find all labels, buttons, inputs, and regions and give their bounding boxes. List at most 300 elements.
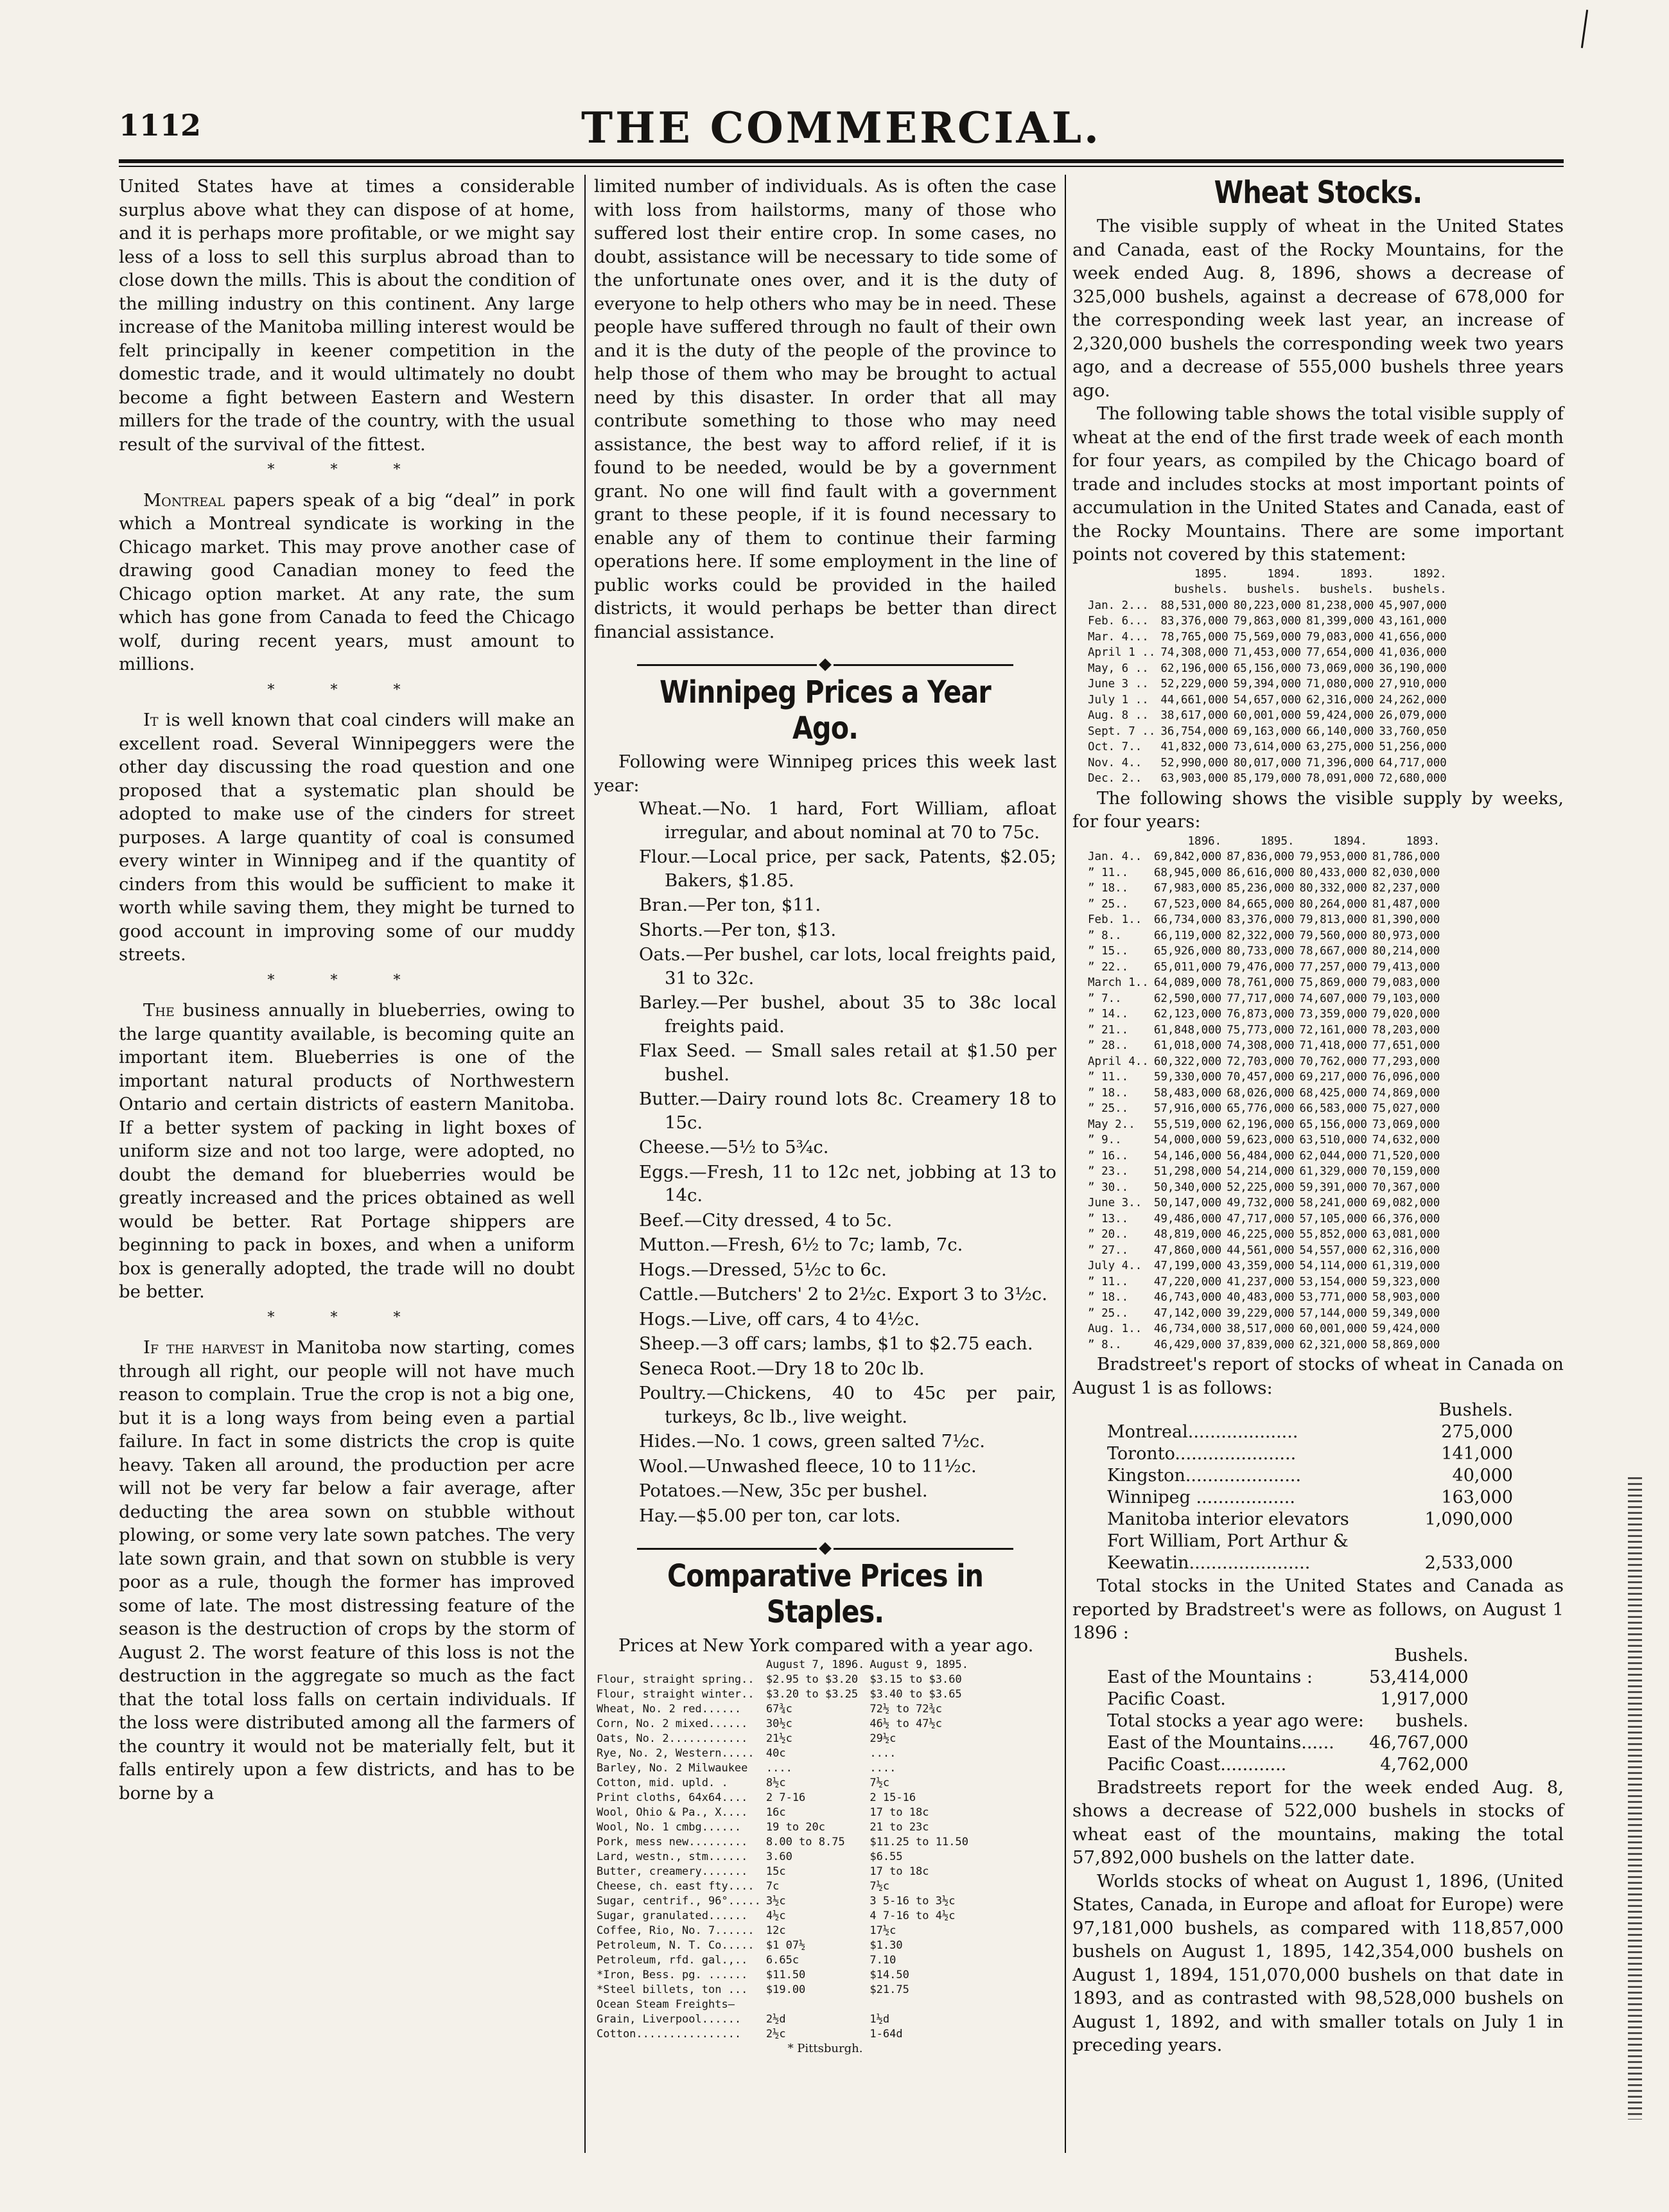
table-cell: Sugar, centrif., 96°.....: [597, 1894, 761, 1908]
paragraph: The following shows the visible supply by weeks, for four years:: [1072, 787, 1564, 832]
price-item: Eggs.—Fresh, 11 to 12c net, jobbing at 13 to 14c.: [639, 1161, 1056, 1206]
price-item: Seneca Root.—Dry 18 to 20c lb.: [639, 1358, 925, 1379]
table-cell-date: July 1 ..: [1088, 693, 1149, 707]
table-cell-value: 72,703,000: [1227, 1055, 1295, 1068]
footnote: * Pittsburgh.: [787, 2041, 863, 2055]
table-cell: 19 to 20c: [765, 1820, 825, 1834]
table-row: [1085, 598, 1449, 614]
table-cell: ....: [869, 1746, 896, 1760]
table-cell-value: 71,080,000: [1306, 678, 1374, 690]
table-cell-label: Fort William, Port Arthur &: [1107, 1531, 1349, 1551]
table-cell: Coffee, Rio, No. 7......: [597, 1924, 755, 1937]
table-cell-value: 57,144,000: [1299, 1306, 1367, 1320]
price-item: Butter.—Dairy round lots 8c. Creamery 18 to 15c.: [639, 1089, 1056, 1133]
table-cell: 21 to 23c: [869, 1820, 929, 1834]
table-cell: $3.40 to $3.65: [869, 1687, 962, 1701]
table-cell-date: ” 22..: [1088, 960, 1129, 974]
table-cell-value: 80,264,000: [1299, 897, 1367, 911]
table-cell-label: Pacific Coast.: [1107, 1689, 1226, 1709]
table-cell-value: 80,017,000: [1233, 756, 1302, 769]
table-cell-label: Pacific Coast............: [1107, 1754, 1287, 1775]
table-cell: 3½c: [765, 1894, 786, 1908]
table-cell: $1 07½: [765, 1938, 806, 1952]
table-cell-value: 41,656,000: [1379, 630, 1447, 644]
margin-mark: [1581, 10, 1588, 48]
table-row: [594, 1997, 971, 2012]
table-cell-date: ” 20..: [1088, 1228, 1129, 1241]
column-header: Bushels.: [1394, 1645, 1469, 1665]
table-cell-value: 79,020,000: [1372, 1008, 1440, 1021]
paragraph-text: papers speak of a big “deal” in pork which a Montreal syndicate is working in the Chicago market. This may prove another case of drawing good Canadian money to feed the Chicago option market. At any rate, the sum which has gone from Canada to feed the Chicago wolf, during recent years, must amount to millions.: [119, 489, 575, 674]
table-cell: 16c: [765, 1805, 786, 1819]
table-row: [1085, 1274, 1442, 1290]
table-row: [594, 1761, 971, 1776]
table-cell: Cotton, mid. upld. .: [597, 1776, 728, 1789]
table-cell-value: 47,860,000: [1153, 1243, 1222, 1257]
table-header-row: [1105, 1400, 1516, 1421]
table-cell-value: 68,425,000: [1299, 1086, 1367, 1100]
table-cell-value: 65,011,000: [1153, 960, 1222, 974]
page-number: 1112: [119, 108, 202, 143]
paragraph: [119, 708, 575, 967]
table-cell: 17 to 18c: [869, 1865, 929, 1878]
table-cell: Flour, straight winter..: [597, 1687, 755, 1701]
table-cell: Wool, No. 1 cmbg......: [597, 1820, 742, 1834]
price-item: Wool.—Unwashed fleece, 10 to 11½c.: [639, 1455, 977, 1477]
table-row: [1085, 1069, 1442, 1085]
table-cell-value: 80,332,000: [1299, 882, 1367, 895]
column-unit: bushels.: [1174, 583, 1228, 596]
table-cell-date: Feb. 1..: [1088, 913, 1142, 926]
scan-edge: [1628, 1477, 1642, 2120]
table-row: [594, 1924, 971, 1938]
table-cell-date: April 1 ..: [1088, 646, 1156, 659]
column-unit: bushels.: [1392, 583, 1447, 596]
table-cell-value: 58,869,000: [1372, 1338, 1440, 1351]
table-cell: $3.15 to $3.60: [869, 1672, 962, 1686]
table-cell-value: 78,761,000: [1227, 976, 1295, 989]
table-row: [1085, 645, 1449, 661]
price-item: Hay.—$5.00 per ton, car lots.: [639, 1505, 901, 1526]
table-cell-value: 69,163,000: [1233, 724, 1302, 738]
table-cell: Wheat, No. 2 red......: [597, 1702, 742, 1716]
table-cell-value: 74,308,000: [1227, 1039, 1295, 1052]
table-cell-value: 63,081,000: [1372, 1228, 1440, 1241]
table-cell: Pork, mess new.........: [597, 1835, 748, 1848]
table-cell-value: 58,241,000: [1299, 1197, 1367, 1209]
column-2: [594, 175, 1056, 2056]
table-cell-value: 62,316,000: [1372, 1243, 1440, 1257]
table-cell-value: 76,096,000: [1372, 1071, 1440, 1084]
table-cell-value: 62,316,000: [1306, 693, 1374, 707]
table-cell-value: 47,717,000: [1227, 1212, 1295, 1225]
table-cell-value: 26,079,000: [1379, 709, 1447, 722]
table-row: [1105, 1531, 1516, 1552]
table-cell-value: 33,760,050: [1379, 724, 1447, 738]
table-cell-value: 49,732,000: [1227, 1197, 1295, 1209]
us-canada-totals-table: [1105, 1645, 1471, 1776]
table-row: [1085, 771, 1449, 787]
column-unit: bushels.: [1246, 583, 1302, 596]
paragraph: [119, 999, 575, 1304]
table-cell-value: 67,523,000: [1153, 897, 1222, 911]
table-cell-value: 62,321,000: [1299, 1338, 1367, 1351]
separator-stars: * * *: [267, 1309, 426, 1326]
table-cell-value: 65,156,000: [1299, 1118, 1367, 1131]
table-cell-date: ” 11..: [1088, 1275, 1129, 1288]
table-row: [1085, 676, 1449, 692]
canada-stocks-table: [1105, 1400, 1516, 1574]
lead-word: Montreal: [143, 489, 225, 511]
paragraph: Total stocks in the United States and Canada as reported by Bradstreet's were as follows, on August 1 1896 :: [1072, 1576, 1564, 1643]
table-cell-value: 73,614,000: [1233, 741, 1302, 753]
table-cell-date: ” 25..: [1088, 897, 1129, 911]
table-row: [1105, 1509, 1516, 1531]
table-row: [1085, 1023, 1442, 1039]
table-header-row: [1105, 1645, 1471, 1667]
column-unit: bushels.: [1320, 583, 1374, 596]
price-list: [594, 797, 1056, 1527]
price-item: Hogs.—Dressed, 5½c to 6c.: [639, 1259, 887, 1280]
table-cell-value: 47,142,000: [1153, 1306, 1222, 1320]
table-cell-value: 80,973,000: [1372, 929, 1440, 942]
price-item: Cattle.—Butchers' 2 to 2½c. Export 3 to 3½c.: [639, 1284, 1047, 1304]
table-cell-date: June 3..: [1088, 1197, 1142, 1209]
table-cell-value: bushels.: [1395, 1710, 1469, 1731]
column-header: [1105, 1645, 1367, 1667]
table-cell-value: 50,340,000: [1153, 1181, 1222, 1194]
table-cell: 6.65c: [765, 1953, 800, 1967]
table-cell-value: 74,607,000: [1299, 992, 1367, 1005]
table-unit-row: [1085, 582, 1449, 598]
table-row: [594, 1732, 971, 1746]
table-cell-value: 61,848,000: [1153, 1023, 1222, 1037]
table-cell-value: 46,734,000: [1153, 1322, 1222, 1335]
header-rule: [119, 159, 1564, 163]
paragraph-text: is well known that coal cinders will make an excellent road. Several Winnipeggers were the other day discussing the road question and one proposed that a systematic plan should be adopted to make use of the cinders for street purposes. A large quantity of coal is consumed every winter in Winnipeg and if the quantity of cinders from this would be sufficient to make it worth while saving them, they might be turned to good account in improving some of our muddy streets.: [119, 710, 575, 965]
table-row: [1085, 1195, 1442, 1211]
table-cell-date: ” 18..: [1088, 1291, 1129, 1304]
table-cell-value: 81,390,000: [1372, 913, 1440, 926]
table-row: [1085, 1006, 1442, 1023]
price-item: Bran.—Per ton, $11.: [639, 895, 821, 915]
table-row: [1085, 708, 1449, 724]
table-row: [1085, 739, 1449, 755]
table-cell: 4½c: [765, 1909, 786, 1922]
table-row: [1085, 1164, 1442, 1180]
table-cell-date: ” 30..: [1088, 1181, 1129, 1194]
table-row: [594, 1850, 971, 1865]
price-item: Shorts.—Per ton, $13.: [639, 919, 837, 940]
table-row: [1085, 849, 1442, 865]
table-cell-value: 63,275,000: [1306, 741, 1374, 753]
table-cell: 4 7-16 to 4½c: [869, 1909, 956, 1922]
table-row: [594, 1702, 971, 1717]
column-header: 1895.: [1260, 834, 1295, 848]
table-cell-value: 65,926,000: [1153, 945, 1222, 958]
paragraph: Worlds stocks of wheat on August 1, 1896, (United States, Canada, in Europe and afloat for Europe) were 97,181,000 bushels, as compared with 118,857,000 bushels on August 1, 1895, 142,354,000 bushels on August 1, 1894, 151,070,000 bushels on that date in 1893, and as contrasted with 98,528,000 bushels on August 1, 1892, and with smaller totals on July 1 in preceding years.: [1072, 1870, 1564, 2055]
table-cell: 30½c: [765, 1717, 792, 1730]
table-cell: $2.95 to $3.20: [765, 1672, 859, 1686]
column-header: 1896.: [1187, 834, 1222, 848]
table-row: [1085, 881, 1442, 897]
table-row: [1085, 1258, 1442, 1274]
table-cell-value: 63,510,000: [1299, 1134, 1367, 1146]
table-cell-date: April 4..: [1088, 1055, 1149, 1068]
table-cell-date: ” 11..: [1088, 866, 1129, 879]
table-row: [1085, 1306, 1442, 1322]
weekly-stocks-table: [1085, 834, 1442, 1353]
column-header: 1893.: [1406, 834, 1440, 848]
table-cell-value: 48,819,000: [1153, 1228, 1222, 1241]
table-cell-value: 70,367,000: [1372, 1181, 1440, 1194]
table-cell: 2½d: [765, 2012, 786, 2026]
table-row: [1105, 1689, 1471, 1710]
table-cell-value: 44,661,000: [1160, 693, 1228, 707]
table-cell-value: 1,917,000: [1380, 1689, 1469, 1709]
table-cell-value: 75,773,000: [1227, 1023, 1295, 1037]
table-cell-value: 59,323,000: [1372, 1275, 1440, 1288]
table-cell: 7½c: [869, 1776, 890, 1789]
table-cell-value: 62,196,000: [1160, 662, 1228, 675]
paragraph-text: in Manitoba now starting, comes through all right, our people will not have much reason to complain. True the crop is not a big one, but it is a long ways from being even a partial failure. In fact in some districts the crop is quite heavy. Taken all around, the production per acre will not be very far below a fair average, after deducting the area sown on stubble without plowing, or some very late sown patches. The very late sown grain, and that sown on stubble is very poor as a rule, though the former has improved some of late. The most distressing feature of the season is the destruction of crops by the storm of August 2. The worst feature of this loss is not the destruction in the aggregate so much as the fact that the total loss falls on certain individuals. If the loss were distributed among all the farmers of the country it would not be materially felt, but it falls entirely upon a few districts, and has to be borne by a: [119, 1337, 575, 1804]
table-row: [1085, 865, 1442, 881]
table-cell: $11.50: [765, 1968, 806, 1981]
table-cell-value: 81,238,000: [1306, 599, 1374, 612]
table-cell: Wool, Ohio & Pa., X....: [597, 1805, 748, 1819]
table-cell-date: ” 7..: [1088, 992, 1122, 1005]
price-item: Poultry.—Chickens, 40 to 45c per pair, turkeys, 8c lb., live weight.: [639, 1383, 1056, 1427]
table-cell-date: ” 18..: [1088, 1086, 1129, 1100]
table-cell: 12c: [765, 1924, 786, 1937]
table-cell-value: 2,533,000: [1424, 1553, 1513, 1573]
paragraph: limited number of individuals. As is often the case with loss from hailstorms, many of those who suffered lost their entire crop. In some cases, no doubt, assistance will be necessary to tide some of the unfortunate ones over, and it is the duty of everyone to help others who may be in need. These people have suffered through no fault of their own and it is the duty of the people of the province to help those of them who may be brought to actual need by this disaster. In order that all may contribute something to those who may need assistance, the best way to afford relief, if it is found to be needed, would be by a government grant. No one will find fault with a government grant to these people, if it is found necessary to enable any of them to continue their farming operations here. If some employment in the line of public works could be provided in the hailed districts, it would perhaps be better than direct financial assistance.: [594, 176, 1056, 642]
table-row: [1105, 1487, 1516, 1509]
table-cell: 2 15-16: [869, 1791, 916, 1804]
table-cell-value: 36,754,000: [1160, 724, 1228, 738]
table-row: [1085, 1290, 1442, 1306]
table-cell-value: 47,220,000: [1153, 1275, 1222, 1288]
table-row: [1085, 1227, 1442, 1243]
table-row: [1085, 944, 1442, 960]
table-cell-value: 79,863,000: [1233, 615, 1302, 628]
table-cell-date: ” 14..: [1088, 1008, 1129, 1021]
table-cell: Rye, No. 2, Western.....: [597, 1746, 755, 1760]
table-cell: 21½c: [765, 1732, 792, 1745]
table-cell-value: 78,091,000: [1306, 772, 1374, 785]
table-cell-value: 79,083,000: [1306, 630, 1374, 644]
table-cell: $3.20 to $3.25: [765, 1687, 859, 1701]
table-cell: Cotton................: [597, 2027, 742, 2041]
table-cell-value: 61,319,000: [1372, 1260, 1440, 1272]
table-cell: 1-64d: [869, 2027, 903, 2041]
table-cell-value: 61,018,000: [1153, 1039, 1222, 1052]
table-row: [1085, 991, 1442, 1007]
table-cell-value: 81,399,000: [1306, 615, 1374, 628]
table-cell: $21.75: [869, 1983, 909, 1996]
table-cell-value: 43,359,000: [1227, 1260, 1295, 1272]
separator-stars: * * *: [267, 972, 426, 988]
table-row: [1085, 975, 1442, 991]
table-cell-value: 60,001,000: [1233, 709, 1302, 722]
table-cell-value: 53,771,000: [1299, 1291, 1367, 1304]
column-header: 1892.: [1413, 567, 1447, 581]
price-item: Sheep.—3 off cars; lambs, $1 to $2.75 each.: [639, 1333, 1033, 1354]
table-row: [1085, 897, 1442, 913]
comparative-prices-table: [594, 1658, 971, 2042]
table-cell-value: 54,114,000: [1299, 1260, 1367, 1272]
table-cell-value: 66,119,000: [1153, 929, 1222, 942]
table-cell-value: 84,665,000: [1227, 897, 1295, 911]
table-cell: Ocean Steam Freights—: [597, 1997, 735, 2011]
price-item: Cheese.—5½ to 5¾c.: [639, 1137, 829, 1157]
table-cell-value: 49,486,000: [1153, 1212, 1222, 1225]
table-cell-value: 62,123,000: [1153, 1008, 1222, 1021]
table-cell: Barley, No. 2 Milwaukee: [597, 1761, 748, 1775]
table-row: [1085, 1085, 1442, 1102]
table-row: [1085, 1101, 1442, 1117]
section-ornament: [594, 1544, 1056, 1553]
table-row: [594, 1865, 971, 1879]
table-cell-date: ” 8..: [1088, 1338, 1122, 1351]
table-cell: 8.00 to 8.75: [765, 1835, 845, 1848]
table-cell-value: 45,907,000: [1379, 599, 1447, 612]
price-item: Barley.—Per bushel, about 35 to 38c local freights paid.: [639, 992, 1056, 1037]
table-cell-value: 79,953,000: [1299, 850, 1367, 863]
table-row: [1085, 1243, 1442, 1259]
masthead: THE COMMERCIAL.: [581, 103, 1102, 153]
table-cell-value: 38,617,000: [1160, 709, 1228, 722]
table-cell-value: 56,484,000: [1227, 1149, 1295, 1163]
table-cell: $14.50: [869, 1968, 909, 1981]
table-header-row: [594, 1658, 971, 1672]
table-cell: 15c: [765, 1865, 786, 1878]
table-cell-value: 68,026,000: [1227, 1086, 1295, 1100]
table-cell-date: Oct. 7..: [1088, 741, 1142, 753]
table-cell-value: 51,298,000: [1153, 1165, 1222, 1178]
table-row: [594, 1672, 971, 1687]
table-cell-value: 80,433,000: [1299, 866, 1367, 879]
table-cell-value: 76,873,000: [1227, 1008, 1295, 1021]
table-cell: $19.00: [765, 1983, 806, 1996]
table-cell-value: 163,000: [1441, 1488, 1513, 1507]
table-cell-value: 81,786,000: [1372, 850, 1440, 863]
column-3: [1072, 175, 1564, 2057]
table-cell-value: 75,027,000: [1372, 1102, 1440, 1115]
table-cell-value: 79,560,000: [1299, 929, 1367, 942]
table-cell-value: 75,869,000: [1299, 976, 1367, 989]
table-cell-value: 66,376,000: [1372, 1212, 1440, 1225]
price-item: Oats.—Per bushel, car lots, local freights paid, 31 to 32c.: [639, 944, 1056, 988]
table-row: [1085, 912, 1442, 928]
table-cell: Petroleum, N. T. Co.....: [597, 1938, 755, 1952]
column-header: [1105, 1400, 1402, 1421]
table-row: [1105, 1732, 1471, 1754]
table-cell-date: Jan. 4..: [1088, 850, 1142, 863]
table-cell-date: Jan. 2...: [1088, 599, 1149, 612]
column-header: 1895.: [1194, 567, 1228, 581]
table-cell-value: 75,569,000: [1233, 630, 1302, 644]
column-header: [1085, 566, 1158, 583]
table-cell-value: 83,376,000: [1227, 913, 1295, 926]
table-cell-value: 77,654,000: [1306, 646, 1374, 659]
table-row: [594, 1717, 971, 1732]
table-cell-value: 73,069,000: [1372, 1118, 1440, 1131]
section-ornament: [594, 660, 1056, 669]
table-cell-value: 66,140,000: [1306, 724, 1374, 738]
table-cell: 17 to 18c: [869, 1805, 929, 1819]
table-cell-value: 60,001,000: [1299, 1322, 1367, 1335]
table-row: [594, 1953, 971, 1968]
table-cell-value: 70,762,000: [1299, 1055, 1367, 1068]
table-cell-date: ” 11..: [1088, 1071, 1129, 1084]
table-cell: 46½ to 47½c: [869, 1717, 942, 1730]
paragraph: [119, 1336, 575, 1805]
column-header: 1894.: [1333, 834, 1367, 848]
table-cell: Print cloths, 64x64....: [597, 1791, 748, 1804]
table-row: [1085, 1054, 1442, 1070]
table-row: [1085, 692, 1449, 708]
table-row: [594, 1894, 971, 1909]
table-row: [1105, 1443, 1516, 1465]
table-cell-value: 69,842,000: [1153, 850, 1222, 863]
table-cell-date: Mar. 4...: [1088, 630, 1149, 644]
table-header-row: [1085, 834, 1442, 850]
table-cell-value: 82,030,000: [1372, 866, 1440, 879]
column-1: [119, 175, 575, 1805]
table-cell-value: 65,156,000: [1233, 662, 1302, 675]
monthly-stocks-table: [1085, 566, 1449, 787]
table-cell-value: 57,105,000: [1299, 1212, 1367, 1225]
table-row: [1085, 661, 1449, 677]
paragraph: [119, 489, 575, 676]
lead-word: It: [143, 710, 159, 730]
table-cell-value: 85,179,000: [1233, 772, 1302, 785]
table-cell-value: 80,214,000: [1372, 945, 1440, 958]
table-cell-value: 65,776,000: [1227, 1102, 1295, 1115]
table-header-row: [1085, 566, 1449, 583]
table-cell-value: 78,203,000: [1372, 1023, 1440, 1037]
table-cell-date: ” 25..: [1088, 1306, 1129, 1320]
table-cell-value: 52,225,000: [1227, 1181, 1295, 1194]
table-cell-value: 58,903,000: [1372, 1291, 1440, 1304]
table-cell: $6.55: [869, 1850, 903, 1863]
table-cell-value: 70,457,000: [1227, 1071, 1295, 1084]
table-row: [1085, 1337, 1442, 1353]
table-cell-value: 47,199,000: [1153, 1260, 1222, 1272]
table-cell: 17½c: [869, 1924, 896, 1937]
table-cell-date: ” 16..: [1088, 1149, 1129, 1163]
table-cell-value: 79,103,000: [1372, 992, 1440, 1005]
table-cell-value: 77,651,000: [1372, 1039, 1440, 1052]
table-cell-value: 62,196,000: [1227, 1118, 1295, 1131]
table-row: [594, 1983, 971, 1997]
table-cell-value: 55,519,000: [1153, 1118, 1222, 1131]
table-cell-date: March 1..: [1088, 976, 1149, 989]
table-cell-value: 46,743,000: [1153, 1291, 1222, 1304]
table-cell: ....: [765, 1761, 792, 1775]
table-cell-date: May 2..: [1088, 1118, 1135, 1131]
table-cell-label: Keewatin......................: [1107, 1553, 1311, 1573]
table-cell-value: 46,767,000: [1369, 1732, 1469, 1753]
price-item: Flax Seed. — Small sales retail at $1.50 per bushel.: [639, 1040, 1056, 1085]
separator-stars: * * *: [267, 681, 426, 698]
table-cell-value: 59,391,000: [1299, 1181, 1367, 1194]
paragraph: The following table shows the total visible supply of wheat at the end of the first trade week of each month for four years, as compiled by the Chicago board of trade and includes stocks at most important points of accumulation in the United States and Canada, east of the Rocky Mountains. There are some important points not covered by this statement:: [1072, 403, 1564, 565]
table-row: [1105, 1754, 1471, 1776]
header-rule-thin: [119, 166, 1564, 167]
table-cell-value: 54,657,000: [1233, 693, 1302, 707]
